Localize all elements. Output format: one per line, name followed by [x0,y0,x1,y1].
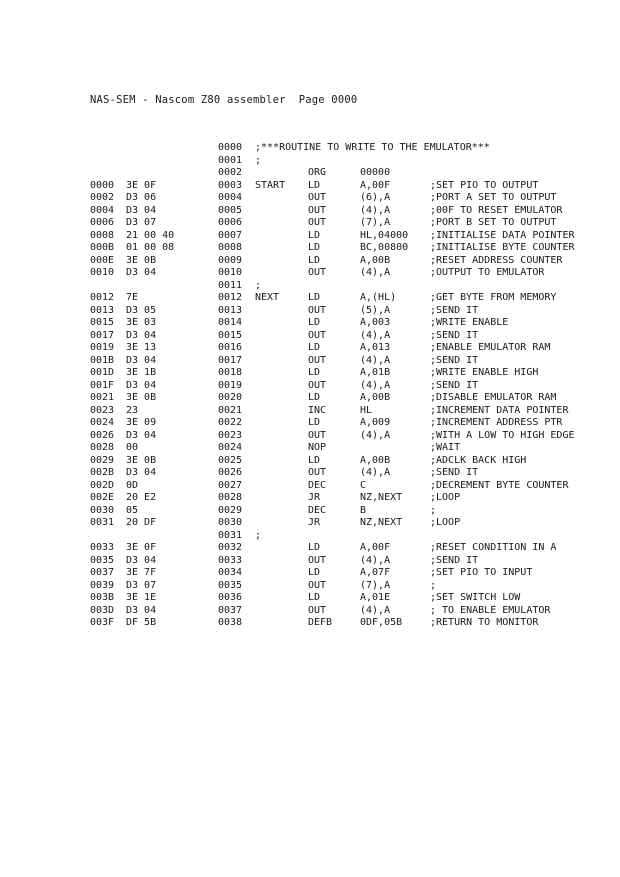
line-number-cell: 0027 [218,479,243,491]
comment-cell: ;LOOP [430,517,461,528]
operand-cell: (6),A [360,192,391,203]
line-number-cell: 0037 [218,604,243,616]
listing-line [0,305,620,318]
machine-code-cell: D3 04 [126,379,157,391]
operand-cell: 0DF,05B [360,617,403,628]
opcode-cell: DEC [308,504,327,516]
comment-cell: ;INITIALISE DATA POINTER [430,229,575,241]
operand-cell: A,00B [360,392,391,403]
listing-line [0,255,620,268]
comment-cell: ;WRITE ENABLE HIGH [430,367,539,378]
line-number-cell: 0010 [218,267,243,278]
listing-line [0,180,620,193]
address-cell: 001F [90,379,115,391]
operand-cell: BC,00800 [360,242,409,253]
line-number-cell: 0034 [218,567,243,578]
opcode-cell: LD [308,542,321,553]
address-cell: 002E [90,492,115,503]
comment-cell: ;00F TO RESET EMULATOR [430,204,563,216]
operand-cell: HL,04000 [360,229,409,241]
address-cell: 0008 [90,229,115,241]
machine-code-cell: 3E 03 [126,317,157,328]
opcode-cell: OUT [308,554,327,566]
listing-line [0,555,620,568]
opcode-cell: JR [308,492,321,503]
comment-cell: ; [430,504,437,516]
machine-code-cell: 01 00 08 [126,242,175,253]
operand-cell: (4),A [360,204,391,216]
address-cell: 0026 [90,429,115,441]
listing-line [0,392,620,405]
comment-cell: ;SEND IT [430,554,479,566]
line-number-cell: 0024 [218,442,243,453]
comment-cell: ;RESET ADDRESS COUNTER [430,254,563,266]
line-number-cell: 0007 [218,229,243,241]
machine-code-cell: 21 00 40 [126,229,175,241]
comment-cell: ; TO ENABLE EMULATOR [430,604,551,616]
line-number-cell: 0015 [218,329,243,341]
line-number-cell: 0006 [218,217,243,228]
listing-line [0,167,620,180]
address-cell: 003D [90,604,115,616]
operand-cell: (4),A [360,467,391,478]
operand-cell: A,00B [360,254,391,266]
operand-cell: HL [360,404,373,416]
listing-line [0,205,620,218]
line-number-cell: 0020 [218,392,243,403]
address-cell: 001B [90,354,115,366]
listing-line [0,505,620,518]
machine-code-cell: 3E 0F [126,542,157,553]
line-number-cell: 0008 [218,242,243,253]
opcode-cell: LD [308,242,321,253]
opcode-cell: LD [308,342,321,353]
machine-code-cell: D3 04 [126,354,157,366]
line-number-cell: 0017 [218,354,243,366]
comment-cell: ;SEND IT [430,379,479,391]
machine-code-cell: DF 5B [126,617,157,628]
machine-code-cell: 3E 1E [126,592,157,603]
operand-cell: (7),A [360,579,391,591]
line-number-cell: 0026 [218,467,243,478]
listing-line [0,380,620,393]
line-number-cell: 0000 [218,142,243,153]
opcode-cell: LD [308,567,321,578]
address-cell: 0029 [90,454,115,466]
machine-code-cell: 3E 0B [126,454,157,466]
machine-code-cell: 05 [126,504,139,516]
listing-line [0,192,620,205]
address-cell: 0031 [90,517,115,528]
listing-line [0,580,620,593]
comment-cell: ;SEND IT [430,329,479,341]
operand-cell: NZ,NEXT [360,492,403,503]
line-number-cell: 0030 [218,517,243,528]
operand-cell: (5),A [360,304,391,316]
comment-cell: ;SEND IT [430,467,479,478]
listing-line [0,517,620,530]
opcode-cell: OUT [308,379,327,391]
comment-cell: ;SET PIO TO OUTPUT [430,179,539,191]
machine-code-cell: D3 04 [126,204,157,216]
machine-code-cell: D3 04 [126,267,157,278]
listing-line [0,417,620,430]
machine-code-cell: D3 06 [126,192,157,203]
address-cell: 0015 [90,317,115,328]
operand-cell: (4),A [360,604,391,616]
comment-cell: ;SET PIO TO INPUT [430,567,533,578]
opcode-cell: INC [308,404,327,416]
listing-line [0,617,620,630]
listing-line [0,592,620,605]
comment-cell: ;PORT B SET TO OUTPUT [430,217,557,228]
listing-line [0,567,620,580]
listing-line [0,280,620,293]
machine-code-cell: D3 04 [126,429,157,441]
comment-cell: ;SEND IT [430,354,479,366]
listing-line [0,317,620,330]
opcode-cell: OUT [308,217,327,228]
label-cell: NEXT [255,292,280,303]
comment-cell: ;WAIT [430,442,461,453]
opcode-cell: OUT [308,354,327,366]
line-number-cell: 0013 [218,304,243,316]
line-number-cell: 0036 [218,592,243,603]
machine-code-cell: 20 E2 [126,492,157,503]
operand-cell: A,00F [360,542,391,553]
operand-cell: NZ,NEXT [360,517,403,528]
line-number-cell: 0004 [218,192,243,203]
machine-code-cell: D3 04 [126,604,157,616]
operand-cell: (4),A [360,267,391,278]
address-cell: 0002 [90,192,115,203]
listing-line [0,367,620,380]
address-cell: 003B [90,592,115,603]
opcode-cell: LD [308,454,321,466]
line-number-cell: 0023 [218,429,243,441]
operand-cell: C [360,479,367,491]
address-cell: 001D [90,367,115,378]
comment-line-cell: ;***ROUTINE TO WRITE TO THE EMULATOR*** [255,142,490,153]
machine-code-cell: D3 07 [126,217,157,228]
comment-line-cell: ; [255,279,262,291]
opcode-cell: ORG [308,167,327,178]
operand-cell: (4),A [360,379,391,391]
operand-cell: (4),A [360,429,391,441]
operand-cell: A,013 [360,342,391,353]
opcode-cell: DEC [308,479,327,491]
line-number-cell: 0003 [218,179,243,191]
opcode-cell: LD [308,179,321,191]
address-cell: 0023 [90,404,115,416]
machine-code-cell: D3 05 [126,304,157,316]
opcode-cell: OUT [308,192,327,203]
opcode-cell: LD [308,292,321,303]
line-number-cell: 0028 [218,492,243,503]
opcode-cell: LD [308,592,321,603]
address-cell: 0028 [90,442,115,453]
line-number-cell: 0035 [218,579,243,591]
comment-cell: ;SET SWITCH LOW [430,592,521,603]
address-cell: 0037 [90,567,115,578]
opcode-cell: JR [308,517,321,528]
line-number-cell: 0031 [218,529,243,541]
listing-line [0,267,620,280]
machine-code-cell: 3E 13 [126,342,157,353]
opcode-cell: OUT [308,329,327,341]
listing-line [0,605,620,618]
operand-cell: B [360,504,367,516]
listing-line [0,467,620,480]
comment-cell: ;PORT A SET TO OUTPUT [430,192,557,203]
address-cell: 0004 [90,204,115,216]
line-number-cell: 0033 [218,554,243,566]
line-number-cell: 0005 [218,204,243,216]
listing-line [0,355,620,368]
comment-cell: ;RESET CONDITION IN A [430,542,557,553]
address-cell: 0017 [90,329,115,341]
machine-code-cell: D3 07 [126,579,157,591]
address-cell: 0030 [90,504,115,516]
address-cell: 0019 [90,342,115,353]
comment-cell: ;INCREMENT ADDRESS PTR [430,417,563,428]
operand-cell: 00000 [360,167,391,178]
address-cell: 000E [90,254,115,266]
line-number-cell: 0016 [218,342,243,353]
comment-cell: ;ADCLK BACK HIGH [430,454,527,466]
listing-line [0,455,620,468]
machine-code-cell: 00 [126,442,139,453]
opcode-cell: LD [308,367,321,378]
opcode-cell: OUT [308,579,327,591]
listing-line [0,242,620,255]
opcode-cell: LD [308,392,321,403]
listing-line [0,480,620,493]
comment-cell: ;ENABLE EMULATOR RAM [430,342,551,353]
line-number-cell: 0018 [218,367,243,378]
address-cell: 002D [90,479,115,491]
comment-cell: ; [430,579,437,591]
machine-code-cell: 0D [126,479,139,491]
opcode-cell: NOP [308,442,327,453]
opcode-cell: OUT [308,467,327,478]
line-number-cell: 0001 [218,154,243,166]
comment-cell: ;INCREMENT DATA POINTER [430,404,569,416]
line-number-cell: 0011 [218,279,243,291]
listing-line [0,542,620,555]
address-cell: 0012 [90,292,115,303]
listing-line [0,330,620,343]
page-header: NAS-SEM - Nascom Z80 assembler Page 0000 [90,94,358,106]
listing-line [0,492,620,505]
comment-line-cell: ; [255,529,262,541]
comment-cell: ;RETURN TO MONITOR [430,617,539,628]
listing-line [0,430,620,443]
listing-line [0,155,620,168]
machine-code-cell: 3E 0F [126,179,157,191]
opcode-cell: LD [308,317,321,328]
address-cell: 0033 [90,542,115,553]
comment-cell: ;DISABLE EMULATOR RAM [430,392,557,403]
comment-cell: ;DECREMENT BYTE COUNTER [430,479,569,491]
listing-line [0,217,620,230]
comment-cell: ;WITH A LOW TO HIGH EDGE [430,429,575,441]
comment-cell: ;SEND IT [430,304,479,316]
machine-code-cell: 3E 0B [126,392,157,403]
machine-code-cell: 3E 09 [126,417,157,428]
opcode-cell: LD [308,254,321,266]
machine-code-cell: D3 04 [126,554,157,566]
comment-line-cell: ; [255,154,262,166]
comment-cell: ;INITIALISE BYTE COUNTER [430,242,575,253]
listing-line [0,530,620,543]
operand-cell: A,009 [360,417,391,428]
comment-cell: ;LOOP [430,492,461,503]
line-number-cell: 0032 [218,542,243,553]
operand-cell: (4),A [360,554,391,566]
operand-cell: A,00F [360,179,391,191]
listing-line [0,442,620,455]
machine-code-cell: 20 DF [126,517,157,528]
machine-code-cell: D3 04 [126,329,157,341]
machine-code-cell: D3 04 [126,467,157,478]
line-number-cell: 0022 [218,417,243,428]
address-cell: 0010 [90,267,115,278]
operand-cell: A,07F [360,567,391,578]
address-cell: 0000 [90,179,115,191]
line-number-cell: 0002 [218,167,243,178]
opcode-cell: OUT [308,204,327,216]
listing-line [0,292,620,305]
operand-cell: A,01E [360,592,391,603]
comment-cell: ;OUTPUT TO EMULATOR [430,267,545,278]
opcode-cell: DEFB [308,617,333,628]
line-number-cell: 0012 [218,292,243,303]
opcode-cell: LD [308,229,321,241]
machine-code-cell: 3E 1B [126,367,157,378]
line-number-cell: 0009 [218,254,243,266]
listing-line [0,405,620,418]
line-number-cell: 0029 [218,504,243,516]
operand-cell: (7),A [360,217,391,228]
listing-line [0,142,620,155]
listing-line [0,230,620,243]
line-number-cell: 0014 [218,317,243,328]
line-number-cell: 0021 [218,404,243,416]
line-number-cell: 0025 [218,454,243,466]
address-cell: 0039 [90,579,115,591]
opcode-cell: LD [308,417,321,428]
address-cell: 0013 [90,304,115,316]
opcode-cell: OUT [308,304,327,316]
machine-code-cell: 3E 7F [126,567,157,578]
opcode-cell: OUT [308,267,327,278]
operand-cell: A,00B [360,454,391,466]
operand-cell: (4),A [360,329,391,341]
address-cell: 002B [90,467,115,478]
operand-cell: A,003 [360,317,391,328]
address-cell: 0035 [90,554,115,566]
address-cell: 0021 [90,392,115,403]
operand-cell: A,(HL) [360,292,397,303]
comment-cell: ;WRITE ENABLE [430,317,509,328]
operand-cell: A,01B [360,367,391,378]
line-number-cell: 0038 [218,617,243,628]
opcode-cell: OUT [308,604,327,616]
machine-code-cell: 7E [126,292,139,303]
address-cell: 000B [90,242,115,253]
machine-code-cell: 23 [126,404,139,416]
listing-line [0,342,620,355]
address-cell: 0006 [90,217,115,228]
opcode-cell: OUT [308,429,327,441]
comment-cell: ;GET BYTE FROM MEMORY [430,292,557,303]
label-cell: START [255,179,286,191]
address-cell: 0024 [90,417,115,428]
address-cell: 003F [90,617,115,628]
assembly-listing [0,142,620,630]
operand-cell: (4),A [360,354,391,366]
line-number-cell: 0019 [218,379,243,391]
machine-code-cell: 3E 0B [126,254,157,266]
